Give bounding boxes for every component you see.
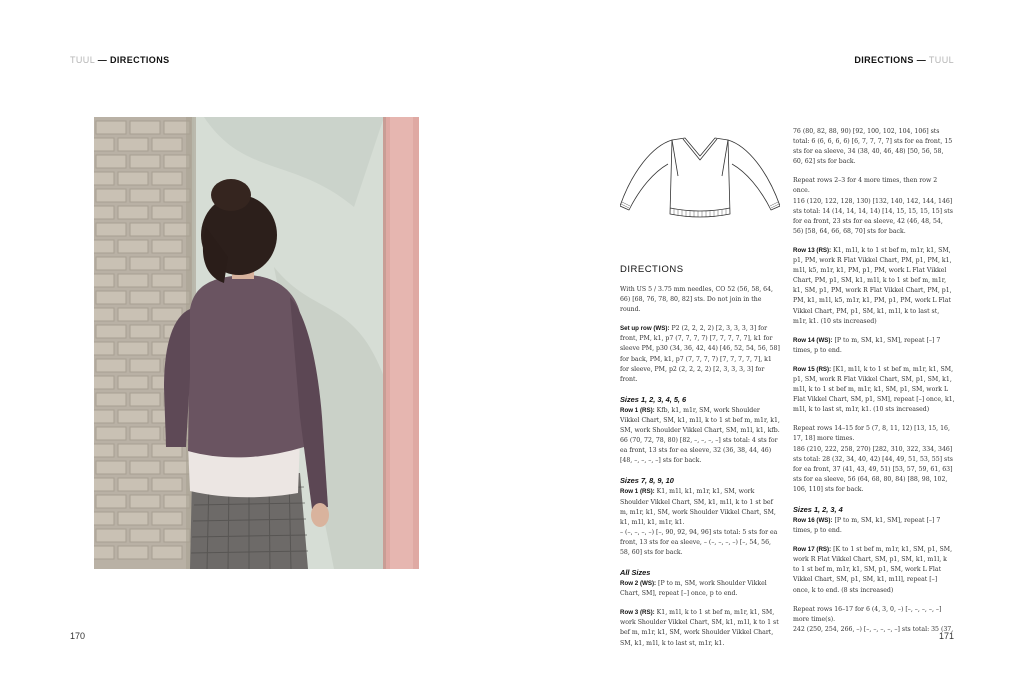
page-number-right: 171: [938, 631, 954, 641]
instruction-paragraph: [793, 176, 955, 237]
instruction-paragraph: [793, 336, 955, 356]
running-head-dash: —: [916, 55, 927, 65]
row-label: Row 17 (RS):: [793, 546, 832, 554]
row-label: Row 13 (RS):: [793, 246, 832, 254]
instructions-left-body: [620, 285, 780, 649]
instruction-text: [K to 1 st bef m, m1r, k1, SM, p1, SM, work R Flat Vikkel Chart, SM, p1, SM, k1, m1l, k to 1 st bef m, m1r, k1, SM, p1, SM, work L Flat Vikkel Chart, SM, p1, SM, k1, m1l], repeat [–] once, k to end. (8 sts increased): [793, 546, 953, 594]
instruction-text: Kfb, k1, m1r, SM, work Shoulder Vikkel Chart, SM, k1, m1l, k to 1 st bef m, m1r, k1, SM, work Shoulder Vikkel Chart, SM, m1l, k1, kfb. 66 (70, 72, 78, 80) [82, –, –, –, –] sts total: 4 sts for ea front, 13 sts for ea sleeve, 32 (36, 38, 44, 46) [48, –, –, –, –] sts for back.: [620, 406, 780, 465]
instruction-paragraph: [793, 516, 955, 536]
instruction-paragraph: [793, 545, 955, 595]
instruction-text: [P to m, SM, work Shoulder Vikkel Chart, SM], repeat [–] once, p to end.: [620, 580, 767, 598]
instruction-text: 76 (80, 82, 88, 90) [92, 100, 102, 104, 106] sts total: 6 (6, 6, 6, 6) [6, 7, 7, 7, 7] sts for ea front, 15 sts for ea sleeve, 34 (38, 40, 46, 48) [50, 56, 58, 60, 62] sts for back.: [793, 128, 953, 166]
instruction-paragraph: [793, 246, 955, 327]
sizes-subheading: Sizes 1, 2, 3, 4, 5, 6: [620, 394, 687, 404]
row-label: Row 16 (WS):: [793, 517, 833, 524]
instructions-column-right: [793, 127, 955, 644]
instructions-column-left: [620, 132, 780, 658]
instruction-text: Repeat rows 2–3 for 4 more times, then row 2 once. 116 (120, 122, 128, 130) [132, 140, 142, 144, 146] sts total: 14 (14, 14, 14, 14) [14, 15, 15, 15, 15] sts for ea front, 23 sts for ea sleeve, 42 (46, 48, 54, 56) [58, 64, 66, 68, 70] sts for back.: [793, 177, 953, 235]
sizes-subheading: Sizes 1, 2, 3, 4: [793, 505, 843, 514]
instruction-text: [P to m, SM, k1, SM], repeat [–] 7 times, p to end.: [793, 336, 941, 354]
instruction-paragraph: [620, 406, 780, 467]
row-label: Row 1 (RS):: [620, 406, 655, 414]
instruction-text: K1, m1l, k to 1 st bef m, m1r, k1, SM, p1, PM, work R Flat Vikkel Chart, PM, p1, PM, k1, m1l, k5, m1r, k1, PM, p1, PM, work L Flat Vikkel Chart, PM, p1, SM, k1, m1l, k to 1 st bef m, m1r, k1, SM, p1, PM, work R Flat Vikkel Chart, PM, p1, PM, k1, m1l, k5, m1r, k1, PM, p1, PM, work L Flat Vikkel Chart, PM, p1, SM, k1, m1l, k to last st, m1r, k1. (10 sts increased): [793, 246, 952, 325]
running-head-left: [70, 55, 170, 65]
instruction-text: [K1, m1l, k to 1 st bef m, m1r, k1, SM, p1, SM, work R Flat Vikkel Chart, SM, p1, SM, k1, m1l, k to 1 st bef m, m1r, k1, SM, p1, SM, work L Flat Vikkel Chart, SM, p1, SM], repeat [–] once, k1, m1l, k to last st, m1r, k1. (10 sts increased): [793, 365, 955, 414]
running-head-pattern: TUUL: [70, 55, 95, 65]
instruction-text: With US 5 / 3.75 mm needles, CO 52 (56, 58, 64, 66) [68, 76, 78, 80, 82] sts. Do not join in the round.: [620, 286, 773, 314]
sizes-subheading: All Sizes: [620, 568, 651, 578]
row-label: Row 1 (RS):: [620, 488, 655, 496]
sizes-subheading: Sizes 7, 8, 9, 10: [620, 476, 674, 486]
instruction-paragraph: [620, 608, 780, 648]
page-number-left: 170: [70, 631, 86, 641]
instruction-paragraph: [620, 579, 780, 599]
row-label: Row 3 (RS):: [620, 609, 655, 617]
running-head-right: [854, 55, 954, 65]
running-head-section: DIRECTIONS: [854, 55, 914, 65]
instruction-paragraph: [793, 424, 955, 495]
instruction-text: K1, m1l, k to 1 st bef m, m1r, k1, SM, work Shoulder Vikkel Chart, SM, k1, m1l, k to 1 st bef m, m1r, k1, SM, work Shoulder Vikkel Chart, SM, k1, m1l, k to last st, m1r, k1.: [620, 609, 779, 647]
instruction-text: P2 (2, 2, 2, 2) [2, 3, 3, 3, 3] for front, PM, k1, p7 (7, 7, 7, 7) [7, 7, 7, 7, 7], k1 for sleeve PM, p30 (34, 36, 42, 44) [46, 52, 54, 56, 58] for back, PM, k1, p7 (7, 7, 7, 7) [7, 7, 7, 7, 7], k1 for sleeve, PM, p2 (2, 2, 2, 2) [2, 3, 3, 3, 3] for front.: [620, 325, 780, 383]
instruction-paragraph: [620, 324, 780, 385]
directions-heading: DIRECTIONS: [620, 264, 684, 275]
instruction-paragraph: [620, 285, 780, 315]
row-label: Row 2 (WS):: [620, 580, 657, 588]
right-page: [512, 0, 1024, 674]
instructions-right-body: [793, 127, 955, 635]
row-label: Row 14 (WS):: [793, 336, 833, 344]
raglan-sweater-schematic-icon: [620, 132, 780, 228]
running-head-section: DIRECTIONS: [110, 55, 170, 65]
instruction-paragraph: [793, 127, 955, 167]
row-label: Row 15 (RS):: [793, 365, 832, 373]
instruction-text: [P to m, SM, k1, SM], repeat [–] 7 times, p to end.: [793, 517, 941, 535]
instruction-text: Repeat rows 16–17 for 6 (4, 3, 0, –) [–, –, –, –, –] more time(s). 242 (250, 254, 266, –) [–, –, –, –, –] sts total: 35 (37,: [793, 605, 954, 633]
instruction-paragraph: [793, 365, 955, 415]
instruction-paragraph: [793, 605, 955, 635]
instruction-text: Repeat rows 14–15 for 5 (7, 8, 11, 12) [13, 15, 16, 17, 18] more times. 186 (210, 222, 258, 270) [282, 310, 322, 334, 346] sts total: 28 (32, 34, 40, 42) [44, 49, 51, 53, 55] sts for ea front, 37 (41, 43, 49, 51) [53, 57, 59, 61, 63] sts for ea sleeve, 56 (64, 68, 80, 84) [88, 98, 102, 106, 110] sts for back.: [793, 425, 953, 493]
instruction-paragraph: [620, 487, 780, 558]
running-head-dash: —: [97, 55, 108, 65]
woman-in-sweater-photo: [94, 117, 419, 569]
instruction-text: K1, m1l, k1, m1r, k1, SM, work Shoulder Vikkel Chart, SM, k1, m1l, k to 1 st bef m, m1r, k1, SM, work Shoulder Vikkel Chart, SM, k1, m1l, k1, m1r, k1. – (–, –, –, –) [–, 90, 92, 94, 96] sts total: 5 sts for ea front, 13 sts for ea sleeve, – (–, –, –, –) [–, 54, 56, 58, 60] sts for back.: [620, 488, 778, 556]
running-head-pattern: TUUL: [928, 55, 954, 65]
row-label: Set up row (WS):: [620, 325, 670, 333]
